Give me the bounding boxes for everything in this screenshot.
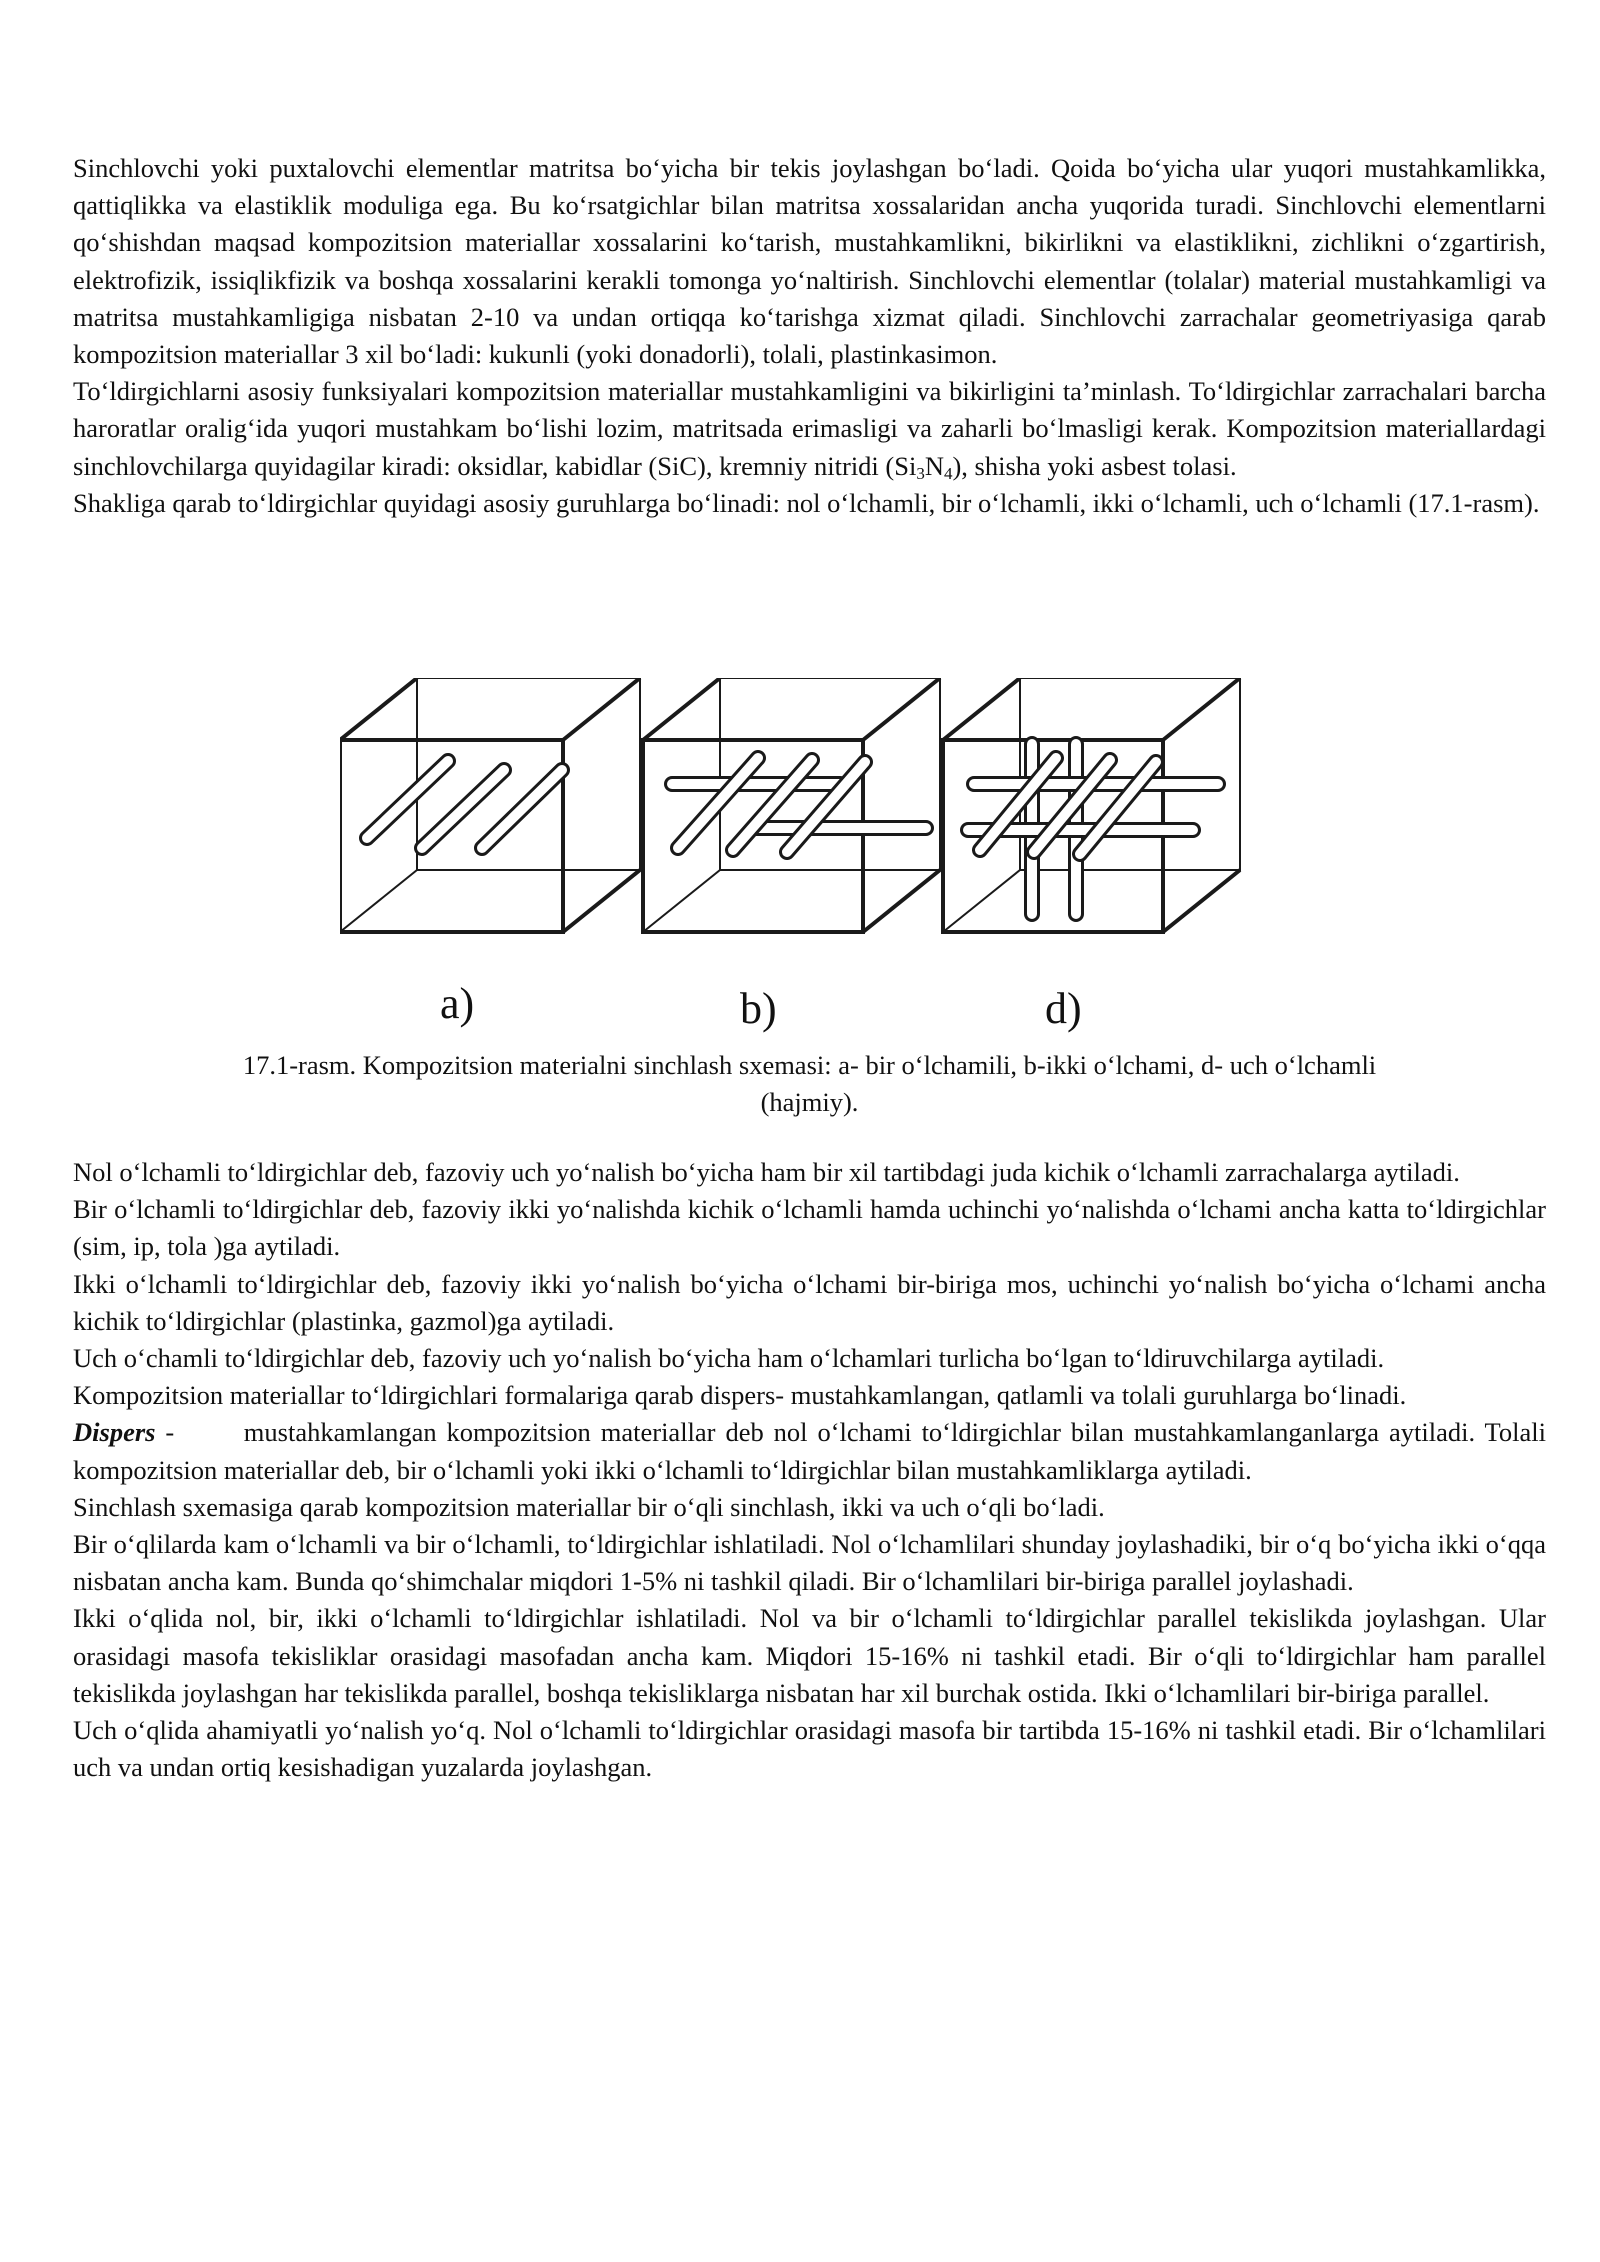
intro-section <box>73 150 1546 522</box>
subscript-n4: 4 <box>943 463 953 483</box>
cube-b-rods <box>672 758 926 852</box>
paragraph-one-dimensional: Bir o‘lchamli to‘ldirgichlar deb, fazoviy ikki yo‘nalishda kichik o‘lchamli hamda uchinchi yo‘nalishda o‘lchami ancha katta to‘ldirgichlar (sim, ip, tola )ga aytiladi. <box>73 1194 1546 1262</box>
paragraph-axis-schemes: Sinchlash sxemasiga qarab kompozitsion materiallar bir o‘qli sinchlash, ikki va uch o‘qli bo‘ladi. <box>73 1491 1105 1522</box>
filler-functions-text: To‘ldirgichlarni asosiy funksiyalari kompozitsion materiallar mustahkamligini va bikirligini ta’minlash. To‘ldirgichlar zarrachalari barcha haroratlar oralig‘ida yuqori mustahkam bo‘lishi lozim, matritsada erimasligi va zaharli bo‘lmasligi kerak. Kompozitsion materiallardagi sinchlovchilarga quyidagilar kiradi: oksidlar, kabidlar (SiC), kremniy nitridi (Si <box>73 376 1546 481</box>
figure-17-1 <box>73 678 1546 1038</box>
paragraph-filler-shapes: Shakliga qarab to‘ldirgichlar quyidagi asosiy guruhlarga bo‘linadi: nol o‘lchamli, bir o‘lchamli, ikki o‘lchamli, uch o‘lchamli (17.1-rasm). <box>73 487 1540 518</box>
paragraph-two-axis: Ikki o‘qlida nol, bir, ikki o‘lchamli to‘ldirgichlar ishlatiladi. Nol va bir o‘lchamli to‘ldirgichlar parallel tekislikda joylashgan. Ular orasidagi masofa tekisliklar orasidagi masofadan ancha kam. Miqdori 15-16% ni tashkil etadi. Bir o‘qli to‘ldirgichlar ham parallel tekislikda joylashgan har tekislikda parallel, boshqa tekisliklarga nisbatan har xil burchak ostida. Ikki o‘lchamlilari bir-biriga parallel. <box>73 1603 1546 1708</box>
paragraph-zero-dimensional: Nol o‘lchamli to‘ldirgichlar deb, fazoviy uch yo‘nalish bo‘yicha ham bir xil tartibdagi juda kichik o‘lchamli zarrachalarga aytiladi. <box>73 1157 1460 1187</box>
figure-label-a: a) <box>440 979 475 1028</box>
figure-label-b: b) <box>740 984 777 1033</box>
subscript-si3: 3 <box>916 463 925 483</box>
cube-d <box>943 678 1240 932</box>
filler-functions-tail: ), shisha yoki asbest tolasi. <box>952 450 1237 481</box>
cube-a-rods <box>367 761 562 848</box>
paragraph-three-axis: Uch o‘qlida ahamiyatli yo‘nalish yo‘q. Nol o‘lchamli to‘ldirgichlar orasidagi masofa bir tartibda 15-16% ni tashkil etadi. Bir o‘lchamlilari uch va undan ortiq kesishadigan yuzalarda joylashgan. <box>73 1715 1546 1783</box>
paragraph-filler-forms: Kompozitsion materiallar to‘ldirgichlari formalariga qarab dispers- mustahkamlangan, qatlamli va tolali guruhlarga bo‘linadi. <box>73 1380 1407 1411</box>
paragraph-filler-functions <box>73 373 1546 485</box>
dispers-definition: - mustahkamlangan kompozitsion materiallar deb nol o‘lchami to‘ldirgichlar bilan mustahkamlanganlarga aytiladi. Tolali kompozitsion materiallar deb, bir o‘lchamli yoki ikki o‘lchamli to‘ldirgichlar bilan mustahkamliklarga aytiladi. <box>73 1417 1553 1485</box>
figure-caption <box>73 1047 1546 1121</box>
paragraph-two-dimensional: Ikki o‘lchamli to‘ldirgichlar deb, fazoviy ikki yo‘nalish bo‘yicha o‘lchami bir-biriga mos, uchinchi yo‘nalish bo‘yicha o‘lchami ancha kichik to‘ldirgichlar (plastinka, gazmol)ga aytiladi. <box>73 1268 1546 1336</box>
definitions-section <box>73 1154 1553 1786</box>
cube-d-rods <box>968 744 1218 914</box>
cube-a <box>340 678 640 932</box>
figure-caption-line-1: 17.1-rasm. Kompozitsion materialni sinchlash sxemasi: a- bir o‘lchamili, b-ikki o‘lchami, d- uch o‘lchamli <box>242 1050 1377 1080</box>
nitride-n: N <box>924 450 944 481</box>
figure-caption-line-2: (hajmiy). <box>760 1087 859 1118</box>
figure-label-d: d) <box>1045 984 1082 1033</box>
cube-b <box>643 678 940 932</box>
paragraph-three-dimensional: Uch o‘chamli to‘ldirgichlar deb, fazoviy uch yo‘nalish bo‘yicha ham o‘lchamlari turlicha bo‘lgan to‘ldiruvchilarga aytiladi. <box>73 1343 1385 1374</box>
paragraph-dispers <box>73 1414 1553 1488</box>
paragraph-single-axis: Bir o‘qlilarda kam o‘lchamli va bir o‘lchamli, to‘ldirgichlar ishlatiladi. Nol o‘lchamlilari shunday joylashadiki, bir o‘q bo‘yicha ikki o‘qqa nisbatan ancha kam. Bunda qo‘shimchalar miqdori 1-5% ni tashkil qiladi. Bir o‘lchamlilari bir-biriga parallel joylashadi. <box>73 1529 1546 1597</box>
dispers-term: Dispers <box>73 1417 156 1448</box>
reinforcement-scheme-diagram <box>340 678 1288 1038</box>
paragraph-reinforcing-elements: Sinchlovchi yoki puxtalovchi elementlar matritsa bo‘yicha bir tekis joylashgan bo‘ladi. Qoida bo‘yicha ular yuqori mustahkamlikka, qattiqlikka va elastiklik moduliga ega. Bu ko‘rsatgichlar bilan matritsa xossalaridan ancha yuqorida turadi. Sinchlovchi elementlarni qo‘shishdan maqsad kompozitsion materiallar xossalarini ko‘tarish, mustahkamlikni, bikirlikni va elastiklikni, zichlikni o‘zgartirish, elektrofizik, issiqlikfizik va boshqa xossalarini kerakli tomonga yo‘naltirish. Sinchlovchi elementlar (tolalar) material mustahkamligi va matritsa mustahkamligiga nisbatan 2-10 va undan ortiqqa ko‘tarishga xizmat qiladi. Sinchlovchi zarrachalar geometriyasiga qarab kompozitsion materiallar 3 xil bo‘ladi: kukunli (yoki donadorli), tolali, plastinkasimon. <box>73 153 1546 370</box>
